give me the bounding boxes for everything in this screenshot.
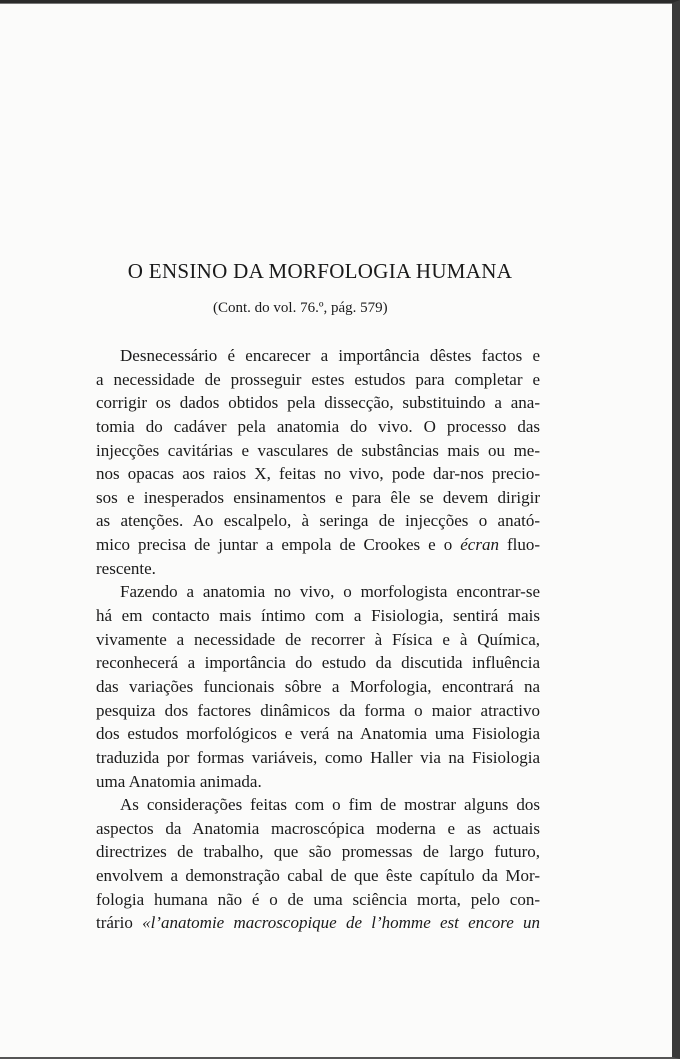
- text-line: tomia do cadáver pela anatomia do vivo. O processo das: [96, 416, 540, 436]
- text-line: directrizes de trabalho, que são promessas de largo futuro,: [96, 842, 540, 862]
- text-line: rescente.: [96, 558, 156, 578]
- text-line: nos opacas aos raios X, feitas no vivo, pode dar-nos precio-: [96, 464, 540, 484]
- text-line: reconhecerá a importância do estudo da discutida influência: [96, 653, 540, 673]
- text-line: as atenções. Ao escalpelo, à seringa de injecções o anató-: [96, 511, 540, 531]
- article-title: O ENSINO DA MORFOLOGIA HUMANA: [127, 259, 513, 283]
- text-line: As considerações feitas com o fim de mostrar alguns dos: [120, 795, 540, 815]
- text-line: Desnecessário é encarecer a importância dêstes factos e: [120, 346, 540, 365]
- text-line: traduzida por formas variáveis, como Haller via na Fisiologia: [96, 747, 540, 767]
- text-line: vivamente a necessidade de recorrer à Física e à Química,: [96, 629, 540, 649]
- text-line: injecções cavitárias e vasculares de substâncias mais ou me-: [96, 440, 540, 460]
- text-line: a necessidade de prosseguir estes estudos para completar e: [96, 369, 540, 389]
- text-line: envolvem a demonstração cabal de que êste capítulo da Mor-: [96, 866, 540, 886]
- text-line: fologia humana não é o de uma sciência morta, pelo con-: [96, 889, 540, 909]
- text-line: uma Anatomia animada.: [96, 771, 262, 791]
- text-line: corrigir os dados obtidos pela dissecção, substituindo a ana-: [96, 393, 540, 413]
- text-line: sos e inesperados ensinamentos e para êle se devem dirigir: [96, 487, 540, 507]
- text-line: há em contacto mais íntimo com a Fisiologia, sentirá mais: [96, 606, 540, 626]
- text-line: aspectos da Anatomia macroscópica moderna e as actuais: [96, 818, 540, 838]
- text-line: pesquiza dos factores dinâmicos da forma o maior atractivo: [96, 700, 540, 720]
- text-line: das variações funcionais sôbre a Morfologia, encontrará na: [96, 676, 540, 696]
- page-edge: [0, 3, 672, 4]
- text-line: Fazendo a anatomia no vivo, o morfologista encontrar-se: [120, 582, 540, 602]
- italic-term: écran: [460, 535, 499, 555]
- italic-quote: «l’anatomie macroscopique de l’homme est encore un: [142, 913, 540, 933]
- article-body: [96, 344, 540, 935]
- text-line: dos estudos morfológicos e verá na Anatomia uma Fisiologia: [96, 724, 540, 744]
- article-continuation-note: (Cont. do vol. 76.º, pág. 579): [213, 300, 388, 316]
- text-fragment: trário: [96, 913, 133, 933]
- text-fragment: fluo-: [506, 535, 541, 555]
- text-fragment: mico precisa de juntar a empola de Crookes e o: [96, 535, 453, 555]
- text-line: [96, 533, 540, 557]
- text-line: [96, 911, 540, 935]
